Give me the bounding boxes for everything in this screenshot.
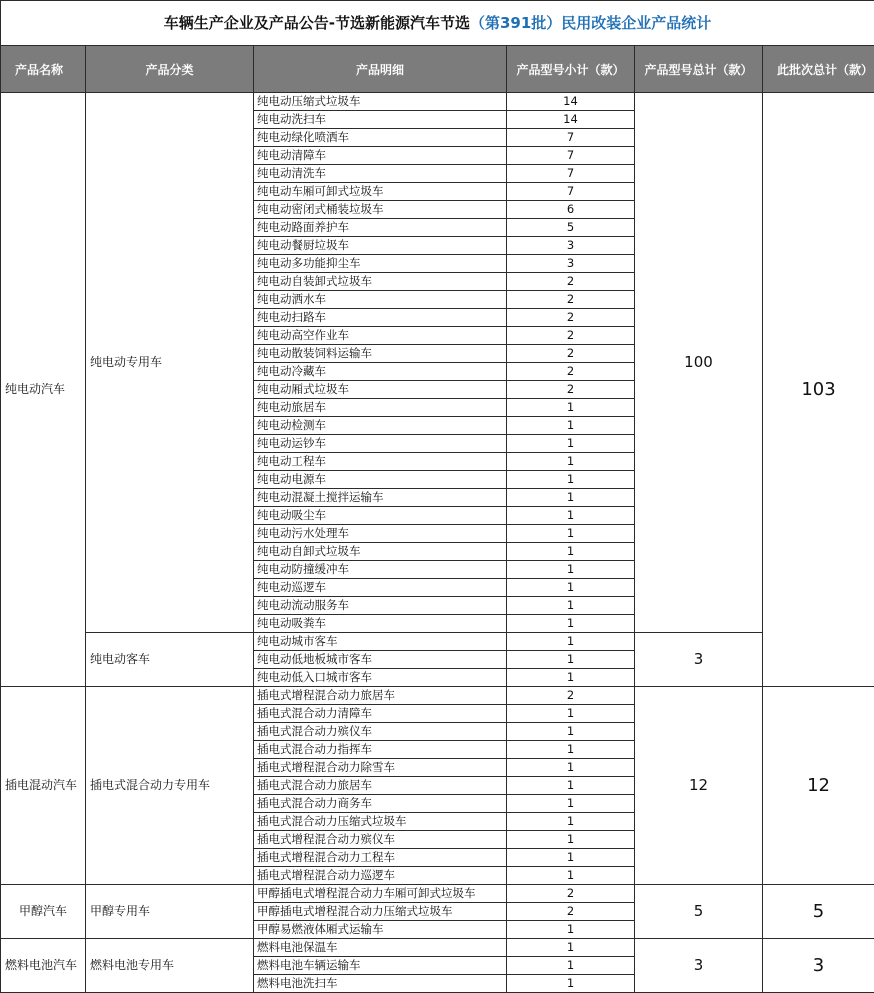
product-detail-cell: 纯电动低地板城市客车 <box>254 651 507 669</box>
product-detail-cell: 纯电动洒水车 <box>254 291 507 309</box>
subtotal-cell: 1 <box>507 435 635 453</box>
header-subtotal: 产品型号小计（款） <box>507 46 635 93</box>
product-detail-cell: 插电式增程混合动力巡逻车 <box>254 867 507 885</box>
subtotal-cell: 2 <box>507 327 635 345</box>
product-detail-cell: 甲醇插电式增程混合动力车厢可卸式垃圾车 <box>254 885 507 903</box>
subtotal-cell: 7 <box>507 129 635 147</box>
product-detail-cell: 燃料电池保温车 <box>254 939 507 957</box>
subtotal-cell: 1 <box>507 579 635 597</box>
subtotal-cell: 1 <box>507 795 635 813</box>
subtotal-cell: 5 <box>507 219 635 237</box>
table-row <box>1 939 874 957</box>
product-detail-cell: 燃料电池洗扫车 <box>254 975 507 993</box>
product-detail-cell: 纯电动吸尘车 <box>254 507 507 525</box>
product-category-cell: 甲醇专用车 <box>86 885 254 939</box>
subtotal-cell: 1 <box>507 723 635 741</box>
header-product-category: 产品分类 <box>86 46 254 93</box>
product-detail-cell: 插电式增程混合动力除雪车 <box>254 759 507 777</box>
subtotal-cell: 3 <box>507 255 635 273</box>
title-row <box>1 1 874 46</box>
subtotal-cell: 1 <box>507 831 635 849</box>
product-category-cell: 纯电动专用车 <box>86 93 254 633</box>
product-detail-cell: 纯电动巡逻车 <box>254 579 507 597</box>
product-detail-cell: 纯电动自装卸式垃圾车 <box>254 273 507 291</box>
product-detail-cell: 插电式混合动力压缩式垃圾车 <box>254 813 507 831</box>
product-detail-cell: 纯电动散装饲料运输车 <box>254 345 507 363</box>
product-category-cell: 燃料电池专用车 <box>86 939 254 993</box>
header-row <box>1 46 874 93</box>
product-detail-cell: 燃料电池车辆运输车 <box>254 957 507 975</box>
subtotal-cell: 6 <box>507 201 635 219</box>
product-detail-cell: 纯电动多功能抑尘车 <box>254 255 507 273</box>
product-detail-cell: 纯电动清洗车 <box>254 165 507 183</box>
subtotal-cell: 2 <box>507 309 635 327</box>
subtotal-cell: 2 <box>507 273 635 291</box>
product-detail-cell: 插电式增程混合动力殡仪车 <box>254 831 507 849</box>
table-row <box>1 633 874 651</box>
table-row <box>1 885 874 903</box>
product-detail-cell: 纯电动密闭式桶装垃圾车 <box>254 201 507 219</box>
product-detail-cell: 纯电动压缩式垃圾车 <box>254 93 507 111</box>
product-detail-cell: 纯电动工程车 <box>254 453 507 471</box>
subtotal-cell: 2 <box>507 885 635 903</box>
batch-total-cell: 103 <box>763 93 874 687</box>
subtotal-cell: 1 <box>507 399 635 417</box>
product-detail-cell: 纯电动低入口城市客车 <box>254 669 507 687</box>
subtotal-cell: 1 <box>507 777 635 795</box>
subtotal-cell: 2 <box>507 903 635 921</box>
product-detail-cell: 纯电动高空作业车 <box>254 327 507 345</box>
subtotal-cell: 1 <box>507 957 635 975</box>
header-total: 产品型号总计（款） <box>635 46 763 93</box>
product-detail-cell: 纯电动混凝土搅拌运输车 <box>254 489 507 507</box>
product-detail-cell: 插电式增程混合动力工程车 <box>254 849 507 867</box>
product-detail-cell: 纯电动吸粪车 <box>254 615 507 633</box>
product-name-cell: 插电混动汽车 <box>1 687 86 885</box>
subtotal-cell: 1 <box>507 543 635 561</box>
title-prefix: 车辆生产企业及产品公告-节选新能源汽车节选 <box>164 14 470 32</box>
title-highlight: （第391批）民用改装企业产品统计 <box>470 14 711 32</box>
subtotal-cell: 1 <box>507 507 635 525</box>
product-detail-cell: 纯电动旅居车 <box>254 399 507 417</box>
subtotal-cell: 3 <box>507 237 635 255</box>
product-detail-cell: 插电式混合动力清障车 <box>254 705 507 723</box>
product-detail-cell: 纯电动餐厨垃圾车 <box>254 237 507 255</box>
subtotal-cell: 2 <box>507 687 635 705</box>
product-detail-cell: 纯电动流动服务车 <box>254 597 507 615</box>
product-detail-cell: 纯电动清障车 <box>254 147 507 165</box>
subtotal-cell: 1 <box>507 759 635 777</box>
table-title <box>1 1 874 46</box>
product-detail-cell: 插电式混合动力旅居车 <box>254 777 507 795</box>
subtotal-cell: 2 <box>507 345 635 363</box>
product-detail-cell: 纯电动污水处理车 <box>254 525 507 543</box>
subtotal-cell: 1 <box>507 597 635 615</box>
product-detail-cell: 纯电动绿化喷洒车 <box>254 129 507 147</box>
subtotal-cell: 1 <box>507 849 635 867</box>
subtotal-cell: 1 <box>507 417 635 435</box>
subtotal-cell: 2 <box>507 381 635 399</box>
subtotal-cell: 7 <box>507 147 635 165</box>
product-detail-cell: 纯电动洗扫车 <box>254 111 507 129</box>
subtotal-cell: 1 <box>507 813 635 831</box>
subtotal-cell: 7 <box>507 165 635 183</box>
product-detail-cell: 插电式混合动力指挥车 <box>254 741 507 759</box>
product-detail-cell: 纯电动自卸式垃圾车 <box>254 543 507 561</box>
product-detail-cell: 插电式混合动力商务车 <box>254 795 507 813</box>
header-product-name: 产品名称 <box>1 46 86 93</box>
product-detail-cell: 插电式增程混合动力旅居车 <box>254 687 507 705</box>
subtotal-cell: 1 <box>507 669 635 687</box>
subtotal-cell: 1 <box>507 471 635 489</box>
product-detail-cell: 纯电动检测车 <box>254 417 507 435</box>
product-detail-cell: 纯电动电源车 <box>254 471 507 489</box>
product-detail-cell: 甲醇易燃液体厢式运输车 <box>254 921 507 939</box>
batch-total-cell: 5 <box>763 885 874 939</box>
subtotal-cell: 1 <box>507 741 635 759</box>
product-detail-cell: 纯电动运钞车 <box>254 435 507 453</box>
product-detail-cell: 纯电动扫路车 <box>254 309 507 327</box>
subtotal-cell: 1 <box>507 867 635 885</box>
product-detail-cell: 纯电动城市客车 <box>254 633 507 651</box>
product-detail-cell: 纯电动路面养护车 <box>254 219 507 237</box>
batch-total-cell: 12 <box>763 687 874 885</box>
product-detail-cell: 甲醇插电式增程混合动力压缩式垃圾车 <box>254 903 507 921</box>
subtotal-cell: 1 <box>507 633 635 651</box>
subtotal-cell: 2 <box>507 363 635 381</box>
product-detail-cell: 纯电动防撞缓冲车 <box>254 561 507 579</box>
subtotal-cell: 1 <box>507 921 635 939</box>
subtotal-cell: 1 <box>507 651 635 669</box>
model-total-cell: 12 <box>635 687 763 885</box>
subtotal-cell: 1 <box>507 705 635 723</box>
model-total-cell: 3 <box>635 633 763 687</box>
product-name-cell: 甲醇汽车 <box>1 885 86 939</box>
product-category-cell: 纯电动客车 <box>86 633 254 687</box>
subtotal-cell: 7 <box>507 183 635 201</box>
product-name-cell: 燃料电池汽车 <box>1 939 86 993</box>
subtotal-cell: 1 <box>507 489 635 507</box>
subtotal-cell: 14 <box>507 93 635 111</box>
subtotal-cell: 1 <box>507 975 635 993</box>
model-total-cell: 5 <box>635 885 763 939</box>
subtotal-cell: 1 <box>507 939 635 957</box>
product-category-cell: 插电式混合动力专用车 <box>86 687 254 885</box>
product-detail-cell: 纯电动冷藏车 <box>254 363 507 381</box>
product-detail-cell: 纯电动车厢可卸式垃圾车 <box>254 183 507 201</box>
model-total-cell: 3 <box>635 939 763 993</box>
product-detail-cell: 插电式混合动力殡仪车 <box>254 723 507 741</box>
product-detail-cell: 纯电动厢式垃圾车 <box>254 381 507 399</box>
header-product-detail: 产品明细 <box>254 46 507 93</box>
subtotal-cell: 14 <box>507 111 635 129</box>
product-name-cell: 纯电动汽车 <box>1 93 86 687</box>
table-row <box>1 687 874 705</box>
table-body <box>1 93 874 993</box>
subtotal-cell: 2 <box>507 291 635 309</box>
table-row <box>1 93 874 111</box>
batch-total-cell: 3 <box>763 939 874 993</box>
subtotal-cell: 1 <box>507 525 635 543</box>
model-total-cell: 100 <box>635 93 763 633</box>
subtotal-cell: 1 <box>507 561 635 579</box>
subtotal-cell: 1 <box>507 453 635 471</box>
header-batch-total: 此批次总计（款） <box>763 46 874 93</box>
subtotal-cell: 1 <box>507 615 635 633</box>
